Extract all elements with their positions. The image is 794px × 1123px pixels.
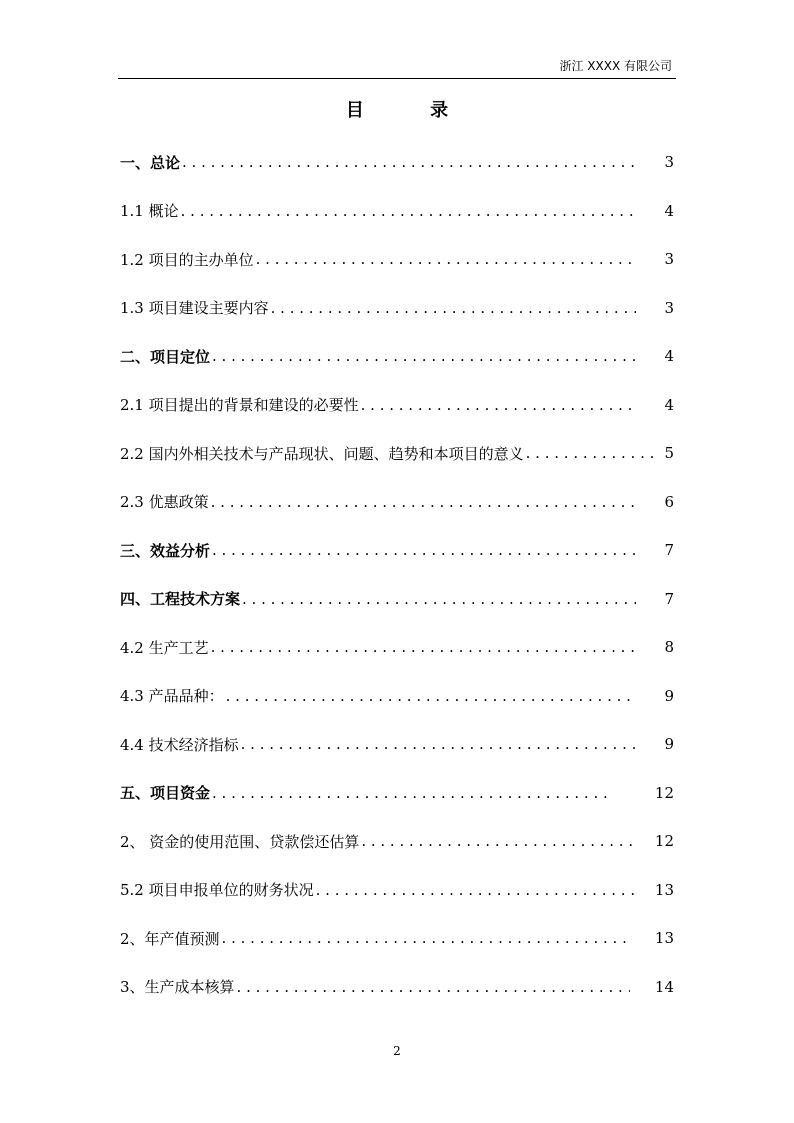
toc-dot-leader: [361, 832, 636, 850]
toc-entry[interactable]: [120, 284, 674, 333]
toc-entry-page: 3: [664, 153, 674, 172]
toc-entry-label: 1.2 项目的主办单位: [120, 250, 254, 269]
toc-entry[interactable]: [120, 866, 674, 915]
toc-entry[interactable]: [120, 575, 674, 624]
toc-entry-label: 3、生产成本核算: [120, 978, 235, 997]
toc-entry-page: 5: [664, 444, 674, 463]
toc-dot-leader: [226, 687, 636, 705]
toc-entry[interactable]: [120, 623, 674, 672]
toc-entry-page: 3: [664, 298, 674, 317]
toc-title: 目 录: [345, 100, 479, 121]
toc-entry-page: 6: [664, 492, 674, 511]
toc-dot-leader: [181, 202, 636, 220]
toc-dot-leader: [222, 929, 630, 947]
toc-dot-leader: [316, 881, 636, 899]
toc-dot-leader: [182, 153, 636, 171]
toc-entry[interactable]: [120, 235, 674, 284]
toc-entry-label: 4.3 产品品种：: [120, 687, 224, 706]
toc-entry[interactable]: [120, 138, 674, 187]
toc-entry-label: 四、工程技术方案: [120, 590, 241, 609]
page-number: 2: [393, 1044, 401, 1058]
toc-entry[interactable]: [120, 769, 674, 818]
toc-entry-page: 4: [664, 201, 674, 220]
toc-entry-page: 8: [664, 638, 674, 657]
toc-entry-label: 1.1 概论: [120, 202, 179, 221]
toc-entry-label: 一、总论: [120, 153, 181, 172]
toc-entry-label: 2.2 国内外相关技术与产品现状、问题、趋势和本项目的意义: [120, 444, 524, 463]
toc-entry-page: 7: [664, 589, 674, 608]
toc-entry[interactable]: [120, 381, 674, 430]
toc-entry[interactable]: [120, 963, 674, 1012]
toc-entry[interactable]: [120, 526, 674, 575]
toc-entry-page: 12: [654, 832, 674, 851]
toc-entry[interactable]: [120, 478, 674, 527]
toc-entry-page: 4: [664, 395, 674, 414]
header-rule: [118, 78, 676, 79]
toc-entry-page: 9: [664, 686, 674, 705]
toc-entry-label: 1.3 项目建设主要内容: [120, 299, 269, 318]
toc-list: [120, 138, 674, 1011]
toc-entry-label: 二、项目定位: [120, 347, 211, 366]
toc-dot-leader: [271, 299, 636, 317]
toc-dot-leader: [212, 541, 636, 559]
toc-dot-leader: [526, 444, 660, 462]
toc-entry-label: 4.2 生产工艺: [120, 638, 209, 657]
toc-entry-label: 三、效益分析: [120, 541, 211, 560]
toc-entry-label: 2.1 项目提出的背景和建设的必要性: [120, 396, 359, 415]
toc-entry[interactable]: [120, 720, 674, 769]
toc-entry-page: 12: [654, 783, 674, 802]
toc-dot-leader: [212, 784, 614, 802]
toc-dot-leader: [361, 396, 636, 414]
toc-dot-leader: [241, 735, 636, 753]
toc-entry-page: 4: [664, 347, 674, 366]
toc-dot-leader: [211, 638, 636, 656]
toc-entry-page: 13: [654, 929, 674, 948]
toc-entry[interactable]: [120, 672, 674, 721]
toc-dot-leader: [211, 493, 636, 511]
toc-entry[interactable]: [120, 817, 674, 866]
toc-entry[interactable]: [120, 429, 674, 478]
header-company: 浙江 XXXX 有限公司: [559, 59, 672, 73]
toc-entry-label: 五、项目资金: [120, 784, 211, 803]
toc-entry-page: 9: [664, 735, 674, 754]
toc-dot-leader: [242, 590, 636, 608]
toc-entry[interactable]: [120, 332, 674, 381]
toc-entry-label: 5.2 项目申报单位的财务状况: [120, 881, 314, 900]
toc-entry[interactable]: [120, 187, 674, 236]
toc-entry-label: 2、 资金的使用范围、贷款偿还估算: [120, 832, 360, 851]
toc-entry-page: 7: [664, 541, 674, 560]
toc-dot-leader: [256, 250, 636, 268]
toc-entry[interactable]: [120, 914, 674, 963]
toc-entry-page: 13: [654, 880, 674, 899]
toc-entry-page: 14: [654, 977, 674, 996]
toc-entry-label: 2.3 优惠政策: [120, 493, 209, 512]
toc-entry-label: 2、年产值预测: [120, 929, 220, 948]
toc-entry-page: 3: [664, 250, 674, 269]
toc-dot-leader: [237, 978, 630, 996]
toc-dot-leader: [212, 347, 636, 365]
toc-entry-label: 4.4 技术经济指标: [120, 735, 239, 754]
